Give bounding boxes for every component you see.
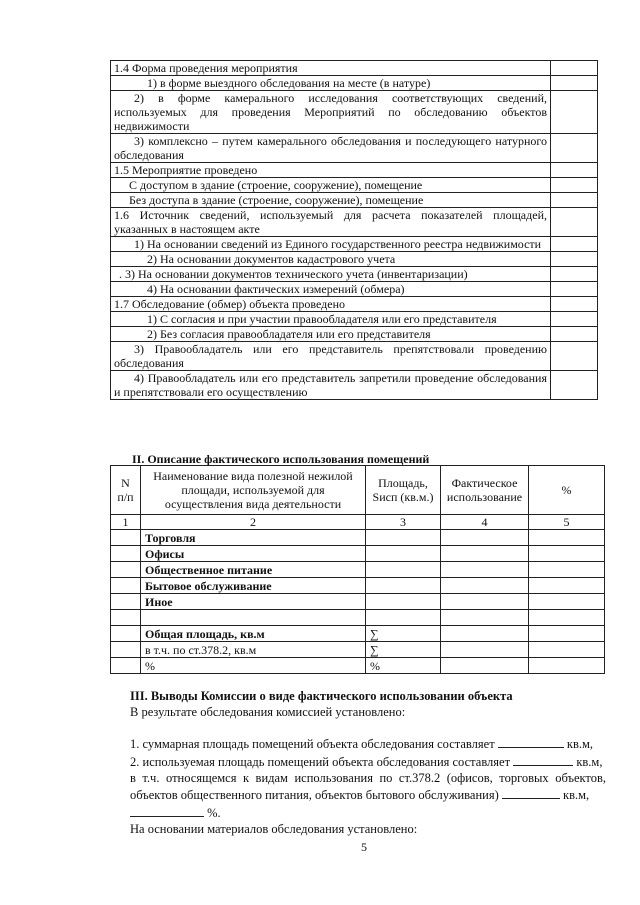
item-1-unit: кв.м, xyxy=(566,737,594,751)
parameter-label: 1.4 Форма проведения мероприятия xyxy=(111,61,551,76)
table-header-row xyxy=(111,466,605,515)
section-3-title: III. Выводы Комиссии о виде фактического использовании объекта xyxy=(130,689,513,703)
usage-area-cell[interactable] xyxy=(366,594,441,610)
parameter-label: 1) С согласия и при участии правообладателя или его представителя xyxy=(111,312,551,327)
parameter-mark-cell[interactable] xyxy=(551,252,598,267)
parameter-row xyxy=(111,327,598,342)
usage-row xyxy=(111,578,605,594)
parameter-row xyxy=(111,312,598,327)
usage-area-cell[interactable] xyxy=(366,578,441,594)
parameter-mark-cell[interactable] xyxy=(551,91,598,134)
parameter-label: С доступом в здание (строение, сооружение), помещение xyxy=(111,178,551,193)
section-2-title: II. Описание фактического использования помещений xyxy=(132,452,430,466)
usage-cell[interactable] xyxy=(529,642,605,658)
parameter-mark-cell[interactable] xyxy=(551,282,598,297)
usage-row xyxy=(111,546,605,562)
usage-cell[interactable] xyxy=(111,546,141,562)
parameter-row xyxy=(111,193,598,208)
usage-cell[interactable] xyxy=(441,594,529,610)
parameter-label: 3) Правообладатель или его представитель препятствовали проведению обследования xyxy=(111,342,551,371)
parameter-mark-cell[interactable] xyxy=(551,193,598,208)
parameter-label: . 3) На основании документов технического учета (инвентаризации) xyxy=(111,267,551,282)
parameter-label: 3) комплексно – путем камерального обследования и последующего натурного обследования xyxy=(111,134,551,163)
usage-cell[interactable] xyxy=(111,626,141,642)
col-num-1: 1 xyxy=(111,515,141,530)
parameter-row xyxy=(111,282,598,297)
usage-area-cell[interactable]: ∑ xyxy=(366,626,441,642)
conclusion-item-1 xyxy=(130,735,606,752)
parameter-row xyxy=(111,371,598,400)
usage-type-label: Торговля xyxy=(141,530,366,546)
col-num-2: 2 xyxy=(141,515,366,530)
parameter-row xyxy=(111,76,598,91)
parameter-row xyxy=(111,342,598,371)
usage-type-label xyxy=(141,610,366,626)
usage-type-label: Общественное питание xyxy=(141,562,366,578)
parameter-label: 1) в форме выездного обследования на месте (в натуре) xyxy=(111,76,551,91)
parameter-row xyxy=(111,61,598,76)
parameter-label: 1.7 Обследование (обмер) объекта проведено xyxy=(111,297,551,312)
usage-cell[interactable] xyxy=(441,530,529,546)
usage-cell[interactable] xyxy=(111,658,141,674)
usage-area-cell[interactable] xyxy=(366,562,441,578)
usage-type-label: Общая площадь, кв.м xyxy=(141,626,366,642)
usage-type-label: в т.ч. по ст.378.2, кв.м xyxy=(141,642,366,658)
parameter-row xyxy=(111,134,598,163)
usage-cell[interactable] xyxy=(441,610,529,626)
usage-cell[interactable] xyxy=(529,562,605,578)
section-3-intro: В результате обследования комиссией установлено: xyxy=(130,705,406,719)
usage-cell[interactable] xyxy=(111,562,141,578)
col-num-4: 4 xyxy=(441,515,529,530)
usage-cell[interactable] xyxy=(441,562,529,578)
usage-cell[interactable] xyxy=(529,658,605,674)
percent-unit: %. xyxy=(207,806,221,820)
parameter-mark-cell[interactable] xyxy=(551,76,598,91)
item-2-blank[interactable] xyxy=(513,753,573,766)
percent-blank[interactable] xyxy=(130,804,204,817)
parameter-label: 1) На основании сведений из Единого государственного реестра недвижимости xyxy=(111,237,551,252)
usage-row xyxy=(111,626,605,642)
conclusion-item-2-continued xyxy=(130,770,606,803)
page-number: 5 xyxy=(361,840,367,854)
item-2-cont-blank[interactable] xyxy=(502,786,560,799)
usage-cell[interactable] xyxy=(441,626,529,642)
header-num: N п/п xyxy=(111,466,141,515)
usage-cell[interactable] xyxy=(111,594,141,610)
parameter-row xyxy=(111,178,598,193)
usage-cell[interactable] xyxy=(529,578,605,594)
item-2-unit: кв.м, xyxy=(576,755,603,769)
usage-cell[interactable] xyxy=(529,610,605,626)
usage-type-label: Иное xyxy=(141,594,366,610)
usage-area-cell[interactable]: ∑ xyxy=(366,642,441,658)
parameter-row xyxy=(111,163,598,178)
header-area: Площадь, Sисп (кв.м.) xyxy=(366,466,441,515)
item-2-text: 2. используемая площадь помещений объекта обследования составляет xyxy=(130,755,511,769)
parameter-mark-cell[interactable] xyxy=(551,134,598,163)
usage-cell[interactable] xyxy=(441,658,529,674)
item-2-cont-text: в т.ч. относящемся к видам использования по ст.378.2 (офисов, торговых объектов, объектов общественного питания, объектов бытового обслуживания) xyxy=(130,771,606,802)
parameter-row xyxy=(111,237,598,252)
parameter-label: 4) На основании фактических измерений (обмера) xyxy=(111,282,551,297)
column-number-row xyxy=(111,515,605,530)
header-actual-use: Фактическое использование xyxy=(441,466,529,515)
parameter-label: 2) в форме камерального исследования соответствующих сведений, используемых для проведения Мероприятий по обследованию объектов недвижимости xyxy=(111,91,551,134)
usage-type-label: Бытовое обслуживание xyxy=(141,578,366,594)
usage-type-label: % xyxy=(141,658,366,674)
parameter-row xyxy=(111,208,598,237)
survey-parameters-table xyxy=(110,60,598,400)
usage-cell[interactable] xyxy=(111,642,141,658)
header-percent: % xyxy=(529,466,605,515)
usage-area-cell[interactable]: % xyxy=(366,658,441,674)
parameter-label: 1.5 Мероприятие проведено xyxy=(111,163,551,178)
parameter-mark-cell[interactable] xyxy=(551,297,598,312)
usage-row xyxy=(111,594,605,610)
usage-cell[interactable] xyxy=(111,610,141,626)
usage-area-cell[interactable] xyxy=(366,546,441,562)
usage-row xyxy=(111,562,605,578)
percent-line xyxy=(130,804,606,821)
parameter-mark-cell[interactable] xyxy=(551,327,598,342)
conclusion-line: На основании материалов обследования установлено: xyxy=(130,822,418,836)
parameter-row xyxy=(111,252,598,267)
parameter-mark-cell[interactable] xyxy=(551,371,598,400)
usage-cell[interactable] xyxy=(111,530,141,546)
usage-cell[interactable] xyxy=(441,578,529,594)
parameter-mark-cell[interactable] xyxy=(551,267,598,282)
col-num-3: 3 xyxy=(366,515,441,530)
usage-cell[interactable] xyxy=(529,626,605,642)
parameter-mark-cell[interactable] xyxy=(551,178,598,193)
usage-cell[interactable] xyxy=(529,594,605,610)
usage-row xyxy=(111,610,605,626)
parameter-label: 2) Без согласия правообладателя или его представителя xyxy=(111,327,551,342)
parameter-label: 4) Правообладатель или его представитель запретили проведение обследования и препятствовали его осуществлению xyxy=(111,371,551,400)
parameter-mark-cell[interactable] xyxy=(551,342,598,371)
parameter-mark-cell[interactable] xyxy=(551,208,598,237)
usage-area-cell[interactable] xyxy=(366,530,441,546)
usage-area-cell[interactable] xyxy=(366,610,441,626)
usage-row xyxy=(111,530,605,546)
item-2-cont-unit: кв.м, xyxy=(563,788,590,802)
parameter-label: Без доступа в здание (строение, сооружение), помещение xyxy=(111,193,551,208)
parameter-mark-cell[interactable] xyxy=(551,237,598,252)
parameter-row xyxy=(111,267,598,282)
item-1-blank[interactable] xyxy=(498,735,564,748)
parameter-mark-cell[interactable] xyxy=(551,163,598,178)
usage-cell[interactable] xyxy=(529,546,605,562)
header-name: Наименование вида полезной нежилой площади, используемой для осуществления вида деятельности xyxy=(141,466,366,515)
usage-cell[interactable] xyxy=(529,530,605,546)
parameter-label: 2) На основании документов кадастрового учета xyxy=(111,252,551,267)
usage-row xyxy=(111,642,605,658)
section-3 xyxy=(130,688,606,720)
usage-cell[interactable] xyxy=(111,578,141,594)
parameter-mark-cell[interactable] xyxy=(551,312,598,327)
conclusion-item-2 xyxy=(130,753,606,770)
usage-cell[interactable] xyxy=(441,546,529,562)
item-1-text: 1. суммарная площадь помещений объекта обследования составляет xyxy=(130,737,495,751)
col-num-5: 5 xyxy=(529,515,605,530)
parameter-mark-cell[interactable] xyxy=(551,61,598,76)
parameter-row xyxy=(111,297,598,312)
usage-row xyxy=(111,658,605,674)
usage-cell[interactable] xyxy=(441,642,529,658)
parameter-row xyxy=(111,91,598,134)
usage-type-label: Офисы xyxy=(141,546,366,562)
parameter-label: 1.6 Источник сведений, используемый для расчета показателей площадей, указанных в настоящем акте xyxy=(111,208,551,237)
usage-description-table xyxy=(110,465,605,674)
